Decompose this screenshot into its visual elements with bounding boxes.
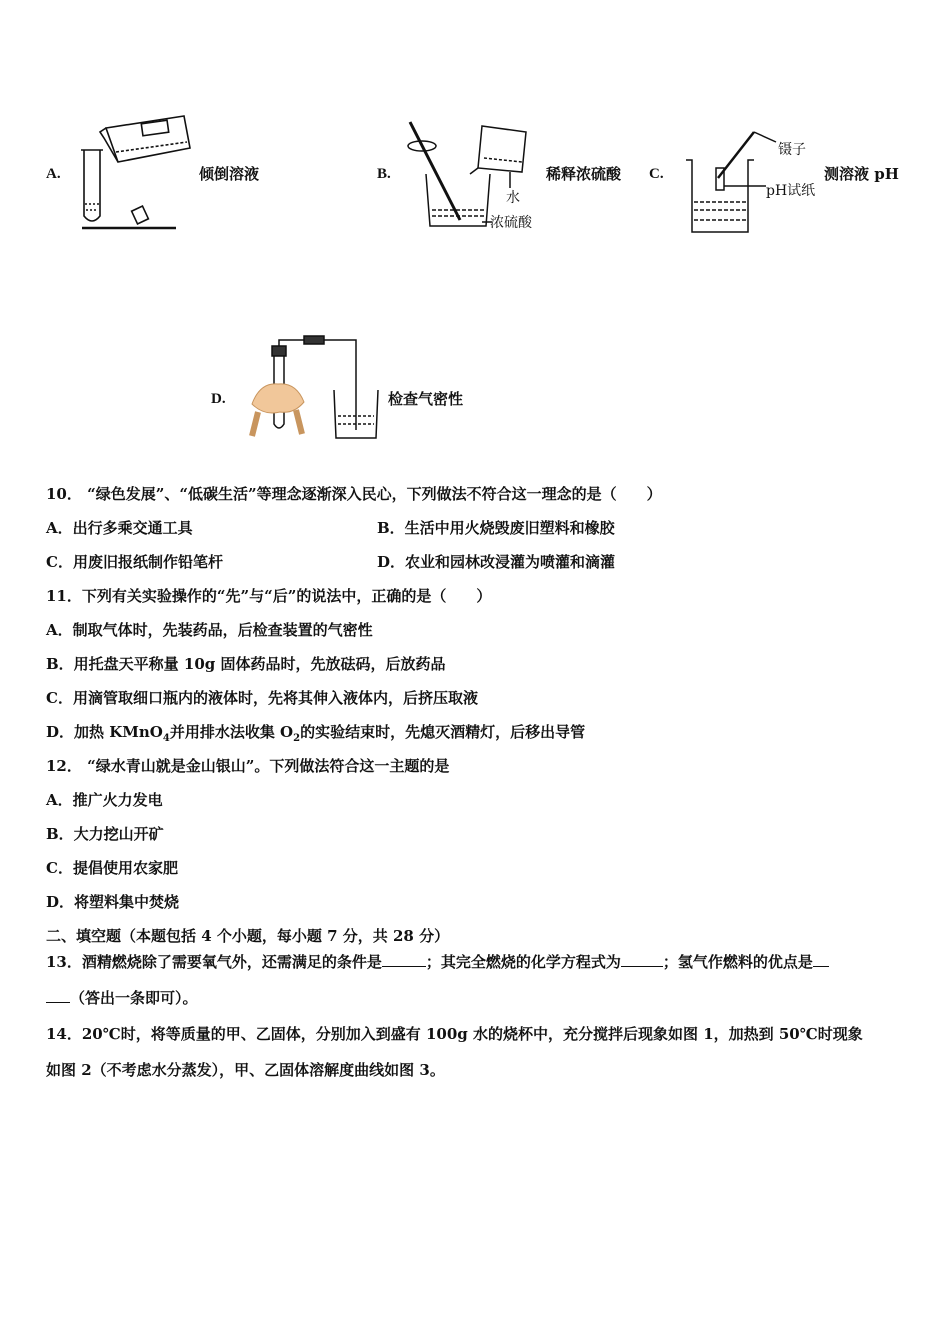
figure-b-letter: B. bbox=[377, 166, 391, 182]
q13-blank-condition[interactable] bbox=[382, 952, 426, 967]
figure-c-measure-ph bbox=[680, 128, 780, 238]
q14-line1: 14．20℃时，将等质量的甲、乙固体，分别加入到盛有 100g 水的烧杯中，充分搅拌后现象如图 1，加热到 50℃时现象 bbox=[46, 1025, 863, 1043]
q12-option-c: C．提倡使用农家肥 bbox=[46, 859, 178, 877]
figure-d-airtightness-check bbox=[244, 332, 384, 444]
q12-option-d: D．将塑料集中焚烧 bbox=[46, 893, 180, 911]
q13-line1: 13．酒精燃烧除了需要氧气外，还需满足的条件是 ；其完全燃烧的化学方程式为 ；氢气作燃料的优点是 bbox=[46, 952, 829, 972]
figure-b-water-label: 水 bbox=[506, 190, 520, 206]
figure-a-caption: 倾倒溶液 bbox=[199, 165, 260, 183]
figure-c-paper-label: pH试纸 bbox=[766, 183, 816, 199]
q10-option-c: C．用废旧报纸制作铅笔杆 bbox=[46, 553, 223, 571]
q12-option-a: A．推广火力发电 bbox=[46, 791, 163, 809]
section-heading: 二、填空题（本题包括 4 个小题，每小题 7 分，共 28 分） bbox=[46, 927, 450, 945]
figure-a-pour-solution bbox=[72, 108, 202, 236]
q13-blank-advantage[interactable] bbox=[813, 952, 829, 967]
q13-line2: （答出一条即可）。 bbox=[46, 988, 198, 1008]
figure-c-caption: 测溶液 pH bbox=[824, 165, 899, 183]
q10-stem: 10． “绿色发展”、“低碳生活”等理念逐渐深入民心，下列做法不符合这一理念的是（ ） bbox=[46, 485, 662, 503]
figure-b-caption: 稀释浓硫酸 bbox=[546, 165, 622, 183]
q10-option-a: A．出行多乘交通工具 bbox=[46, 519, 193, 537]
q12-stem: 12． “绿水青山就是金山银山”。下列做法符合这一主题的是 bbox=[46, 757, 450, 775]
figure-c-letter: C. bbox=[649, 166, 664, 182]
q11-option-b: B．用托盘天平称量 10g 固体药品时，先放砝码，后放药品 bbox=[46, 655, 446, 673]
q10-option-d: D．农业和园林改浸灌为喷灌和滴灌 bbox=[377, 553, 616, 571]
q11-option-a: A．制取气体时，先装药品，后检查装置的气密性 bbox=[46, 621, 373, 639]
q10-option-b: B．生活中用火烧毁废旧塑料和橡胶 bbox=[377, 519, 615, 537]
figure-c-tweezers-label: 镊子 bbox=[778, 142, 806, 158]
figure-d-caption: 检查气密性 bbox=[388, 390, 464, 408]
figure-d-letter: D. bbox=[211, 391, 226, 407]
q13-blank-equation[interactable] bbox=[621, 952, 663, 967]
q13-blank-advantage-cont[interactable] bbox=[46, 988, 70, 1003]
q14-line2: 如图 2（不考虑水分蒸发），甲、乙固体溶解度曲线如图 3。 bbox=[46, 1061, 445, 1079]
q11-option-c: C．用滴管取细口瓶内的液体时，先将其伸入液体内，后挤压取液 bbox=[46, 689, 478, 707]
q11-option-d: D．加热 KMnO$_4$并用排水法收集 $O_2$的实验结束时，先熄灭酒精灯，后移出导管 bbox=[46, 723, 586, 744]
figure-b-acid-label: 浓硫酸 bbox=[490, 215, 532, 231]
q11-stem: 11．下列有关实验操作的“先”与“后”的说法中，正确的是（ ） bbox=[46, 587, 492, 605]
figure-a-letter: A. bbox=[46, 166, 61, 182]
q12-option-b: B．大力挖山开矿 bbox=[46, 825, 164, 843]
